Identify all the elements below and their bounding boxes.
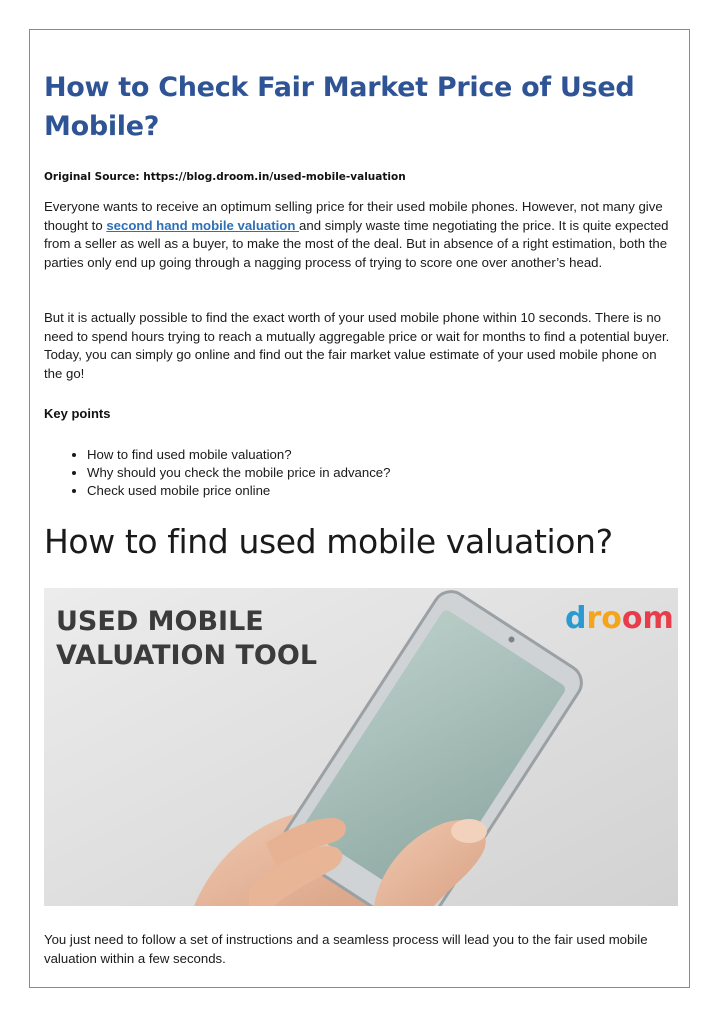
original-source: Original Source: https://blog.droom.in/used-mobile-valuation: [44, 171, 406, 183]
intro-text-start: Everyone wants to receive an optimum selling price for their used mobile phones. However, not many give thought to: [44, 199, 663, 233]
droom-logo-letter: o: [621, 601, 643, 636]
key-point-item: • How to find used mobile valuation?: [87, 446, 390, 464]
droom-logo-letter: d: [565, 601, 587, 636]
section-heading: How to find used mobile valuation?: [44, 522, 613, 561]
hero-headline-line2: VALUATION TOOL: [56, 640, 318, 671]
key-point-item: • Why should you check the mobile price in advance?: [87, 464, 390, 482]
second-hand-mobile-valuation-link[interactable]: second hand mobile valuation: [106, 217, 300, 233]
droom-logo-letter: o: [601, 601, 622, 636]
intro-paragraph: [44, 198, 678, 272]
hero-image: [44, 588, 678, 906]
phone-in-hand-illustration: [44, 588, 678, 906]
closing-paragraph: You just need to follow a set of instructions and a seamless process will lead you to the fair used mobile valuation within a few seconds.: [44, 932, 648, 966]
page-title: How to Check Fair Market Price of Used Mobile?: [44, 72, 635, 142]
key-point-item: • Check used mobile price online: [87, 482, 390, 500]
droom-logo: [565, 601, 674, 636]
second-paragraph: But it is actually possible to find the exact worth of your used mobile phone within 10 seconds. There is no need to spend hours trying to reach a mutually aggregable price or wait for months to find a potential buyer. Today, you can simply go online and find out the fair market value estimate of your used mobile phone on the go!: [44, 310, 670, 381]
intro-text-end: and simply waste time negotiating the price. It is quite expected from a seller as well as a buyer, to make the most of the deal. But in absence of a right estimation, both the parties only end up going through a nagging process of trying to score one over another’s head.: [44, 217, 669, 270]
key-points-heading: Key points: [44, 406, 111, 421]
key-points-list: [44, 446, 390, 500]
hero-headline-line1: USED MOBILE: [56, 606, 264, 637]
article: [44, 68, 678, 966]
droom-logo-letter: m: [642, 601, 674, 636]
droom-logo-letter: r: [586, 601, 602, 636]
